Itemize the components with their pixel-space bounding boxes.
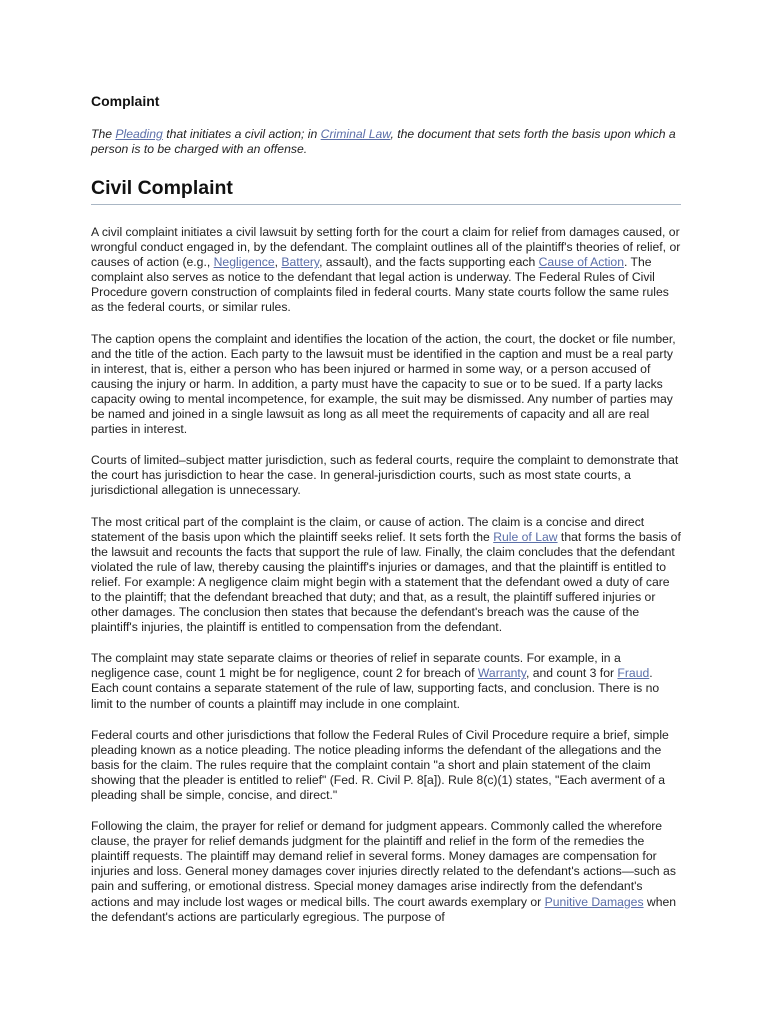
document-page [91, 92, 681, 941]
punitive-damages-link[interactable]: Punitive Damages [544, 894, 644, 909]
negligence-link[interactable]: Negligence [213, 255, 275, 270]
paragraph-text: , [274, 255, 282, 270]
cause-of-action-link[interactable]: Cause of Action [538, 255, 624, 270]
rule-of-law-link[interactable]: Rule of Law [493, 529, 558, 544]
pleading-link[interactable]: Pleading [115, 127, 163, 141]
article-body [91, 225, 681, 925]
paragraph-7 [91, 819, 681, 925]
paragraph-text: , assault), and the facts supporting each [319, 255, 539, 270]
paragraph-text: , and count 3 for [525, 666, 618, 681]
paragraph-6: Federal courts and other jurisdictions that follow the Federal Rules of Civil Procedure require a brief, simple pleading known as a notice pleading. The notice pleading informs the defendant of the allegations and the basis for the claim. The rules require that the complaint contain "a short and plain statement of the claim showing that the pleader is entitled to relief" (Fed. R. Civil P. 8[a]). Rule 8(c)(1) states, "Each averment of a pleading shall be simple, concise, and direct." [91, 727, 669, 802]
paragraph-text: A civil complaint initiates a civil lawsuit by setting forth for the court a claim for relief from damages caused, or wrongful conduct engaged in, by the defendant. The complaint outlines all of the plaintiff's theories of relief, or causes of action (e.g., [91, 225, 681, 270]
battery-link[interactable]: Battery [281, 255, 320, 270]
paragraph-text: that forms the basis of the lawsuit and recounts the facts that support the rule of law. Finally, the claim concludes that the defendant violated the rule of law, thereby causing the plaintiff's injuries or damages, and that the plaintiff is entitled to relief. For example: A negligence claim might begin with a statement that the defendant owed a duty of care to the plaintiff; that the defendant breached that duty; and that, as a result, the plaintiff suffered injuries or other damages. The conclusion then states that because the defendant's breach was the cause of the plaintiff's injuries, the plaintiff is entitled to compensation from the defendant. [91, 529, 681, 635]
paragraph-5 [91, 651, 681, 711]
paragraph-text: when the defendant's actions are particularly egregious. The purpose of [91, 894, 677, 924]
criminal-law-link[interactable]: Criminal Law [320, 127, 391, 141]
paragraph-4 [91, 515, 681, 636]
paragraph-text: . The complaint also serves as notice to the defendant that legal action is underway. The Federal Rules of Civil Procedure govern construction of complaints filed in federal courts. Many state courts follow the same rules as the federal courts, or similar rules. [91, 255, 669, 315]
warranty-link[interactable]: Warranty [477, 666, 526, 681]
paragraph-text: The most critical part of the complaint is the claim, or cause of action. The claim is a concise and direct statement of the basis upon which the plaintiff seeks relief. It sets forth the [91, 514, 645, 544]
paragraph-text: . Each count contains a separate statement of the rule of law, supporting facts, and conclusion. There is no limit to the number of counts a plaintiff may include in one complaint. [91, 666, 660, 711]
paragraph-3: Courts of limited–subject matter jurisdiction, such as federal courts, require the complaint to demonstrate that the court has jurisdiction to hear the case. In general-jurisdiction courts, such as most state courts, a jurisdictional allegation is unnecessary. [91, 453, 679, 498]
section-heading: Civil Complaint [91, 176, 681, 205]
paragraph-1 [91, 225, 681, 316]
term-definition [91, 127, 681, 157]
paragraph-text: Following the claim, the prayer for relief or demand for judgment appears. Commonly called the wherefore clause, the prayer for relief demands judgment for the plaintiff and relief in the form of the remedies the plaintiff requests. The plaintiff may demand relief in several forms. Money damages are compensation for injuries and loss. General money damages cover injuries directly related to the defendant's actions—such as pain and suffering, or emotional distress. Special money damages arise indirectly from the defendant's actions and may include lost wages or medical bills. The court awards exemplary or [91, 819, 676, 909]
definition-text: The [91, 127, 116, 141]
paragraph-2: The caption opens the complaint and identifies the location of the action, the court, the docket or file number, and the title of the action. Each party to the lawsuit must be identified in the caption and must be a real party in interest, that is, either a person who has been injured or harmed in some way, or a person accused of causing the injury or harm. In addition, a party must have the capacity to sue or to be sued. If a party lacks capacity owing to mental incompetence, for example, the suit may be dismissed. Any number of parties may be named and joined in a single lawsuit as long as all meet the requirements of capacity and all are real parties in interest. [91, 331, 676, 437]
paragraph-text: The complaint may state separate claims or theories of relief in separate counts. For example, in a negligence case, count 1 might be for negligence, count 2 for breach of [91, 651, 621, 681]
term-title: Complaint [91, 93, 160, 109]
definition-text: , the document that sets forth the basis upon which a person is to be charged with an offense. [91, 127, 676, 156]
definition-text: that initiates a civil action; in [162, 127, 321, 141]
fraud-link[interactable]: Fraud [617, 666, 650, 681]
